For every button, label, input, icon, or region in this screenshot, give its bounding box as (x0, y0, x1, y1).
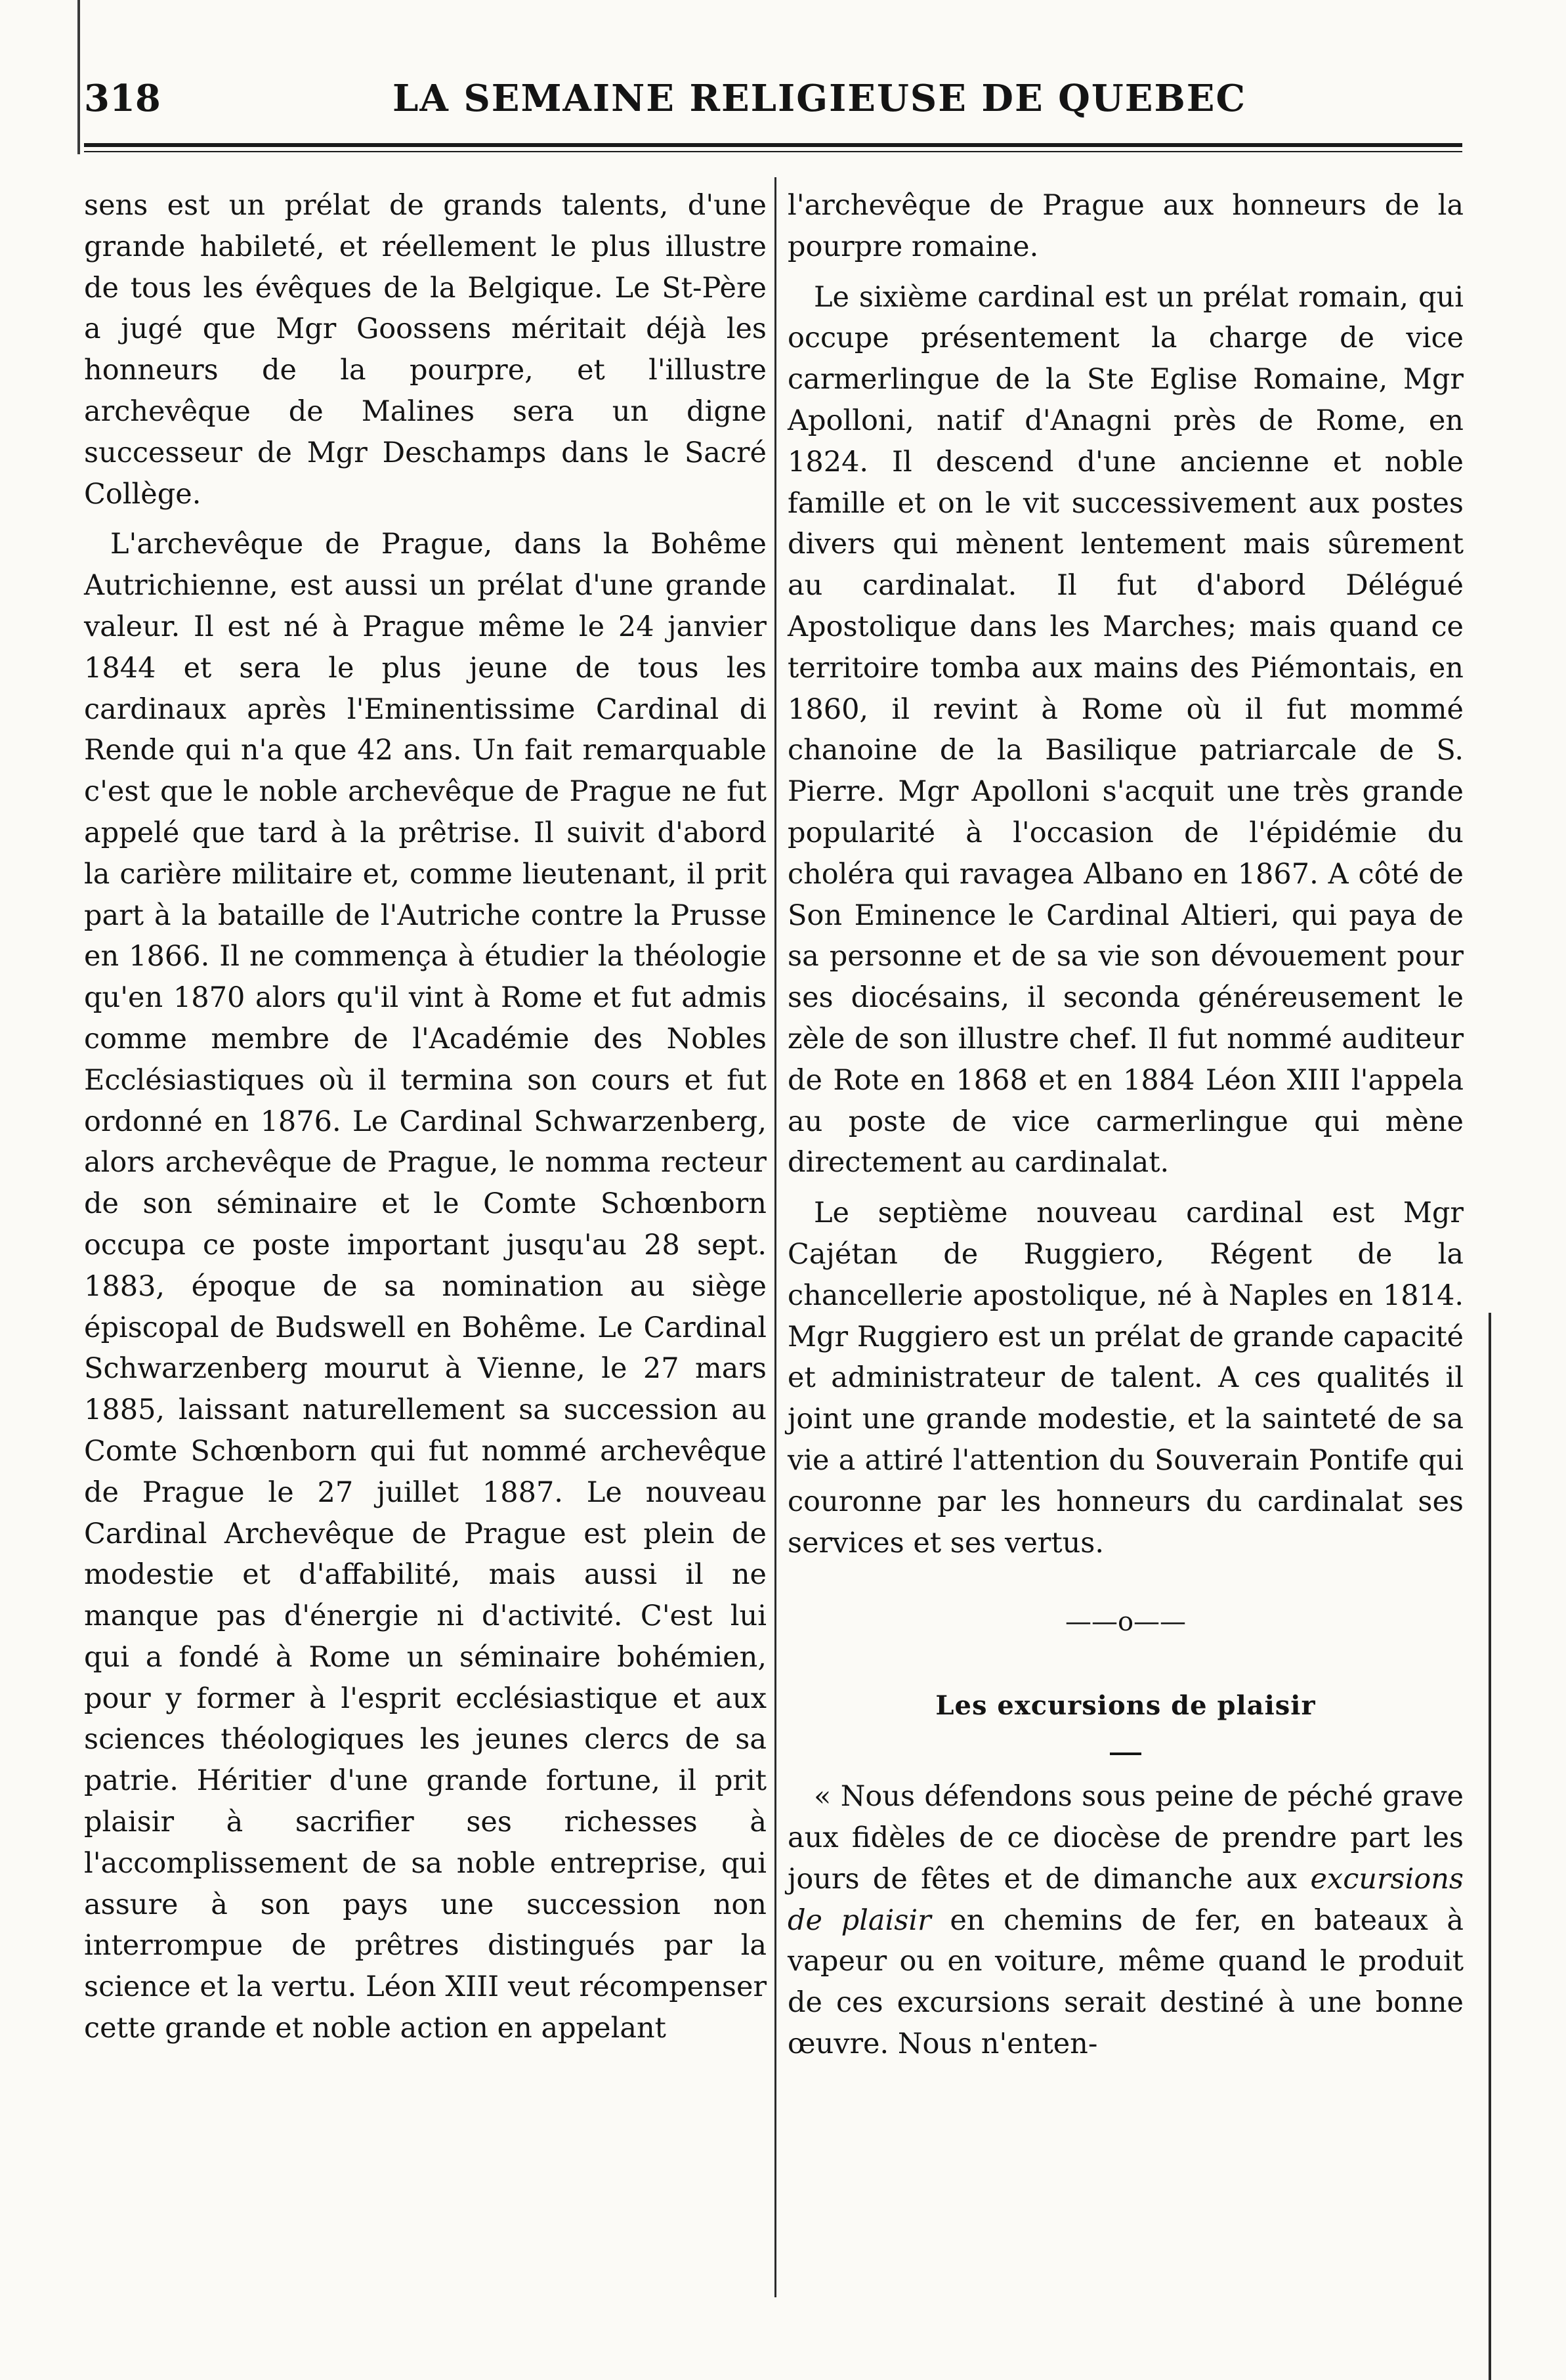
quote-paragraph (788, 1776, 1464, 2065)
title-underline-dash (1110, 1753, 1141, 1755)
title-dash-block (788, 1726, 1464, 1772)
right-paragraph-1: l'archevêque de Prague aux honneurs de la pourpre romaine. (788, 189, 1464, 263)
quote-text-end: en chemins de fer, en bateaux à vapeur ou en voiture, même quand le produit de ces excursions serait destiné à une bonne œuvre. Nous n'enten- (788, 1903, 1464, 2061)
section-divider: ——o—— (1065, 1607, 1187, 1638)
quote-text-start: « Nous défendons sous peine de péché grave aux fidèles de ce diocèse de prendre part les jours de fêtes et de dimanche aux (788, 1780, 1464, 1896)
left-paragraph-1: sens est un prélat de grands talents, d'une grande habileté, et réellement le plus illustre de tous les évêques de la Belgique. Le St-Père a jugé que Mgr Goossens méritait déjà les honneurs de la pourpre, et l'illustre archevêque de Malines sera un digne successeur de Mgr Deschamps dans le Sacré Collège. (84, 189, 767, 511)
right-paragraph-2: Le sixième cardinal est un prélat romain, qui occupe présentement la charge de vice carmerlingue de la Ste Eglise Romaine, Mgr Apolloni, natif d'Anagni près de Rome, en 1824. Il descend d'une ancienne et noble famille et on le vit successivement aux postes divers qui mènent lentement mais sûrement au cardinalat. Il fut d'abord Délégué Apostolique dans les Marches; mais quand ce territoire tomba aux mains des Piémontais, en 1860, il revint à Rome où il fut mommé chanoine de la Basilique patriarcale de S. Pierre. Mgr Apolloni s'acquit une très grande popularité à l'occasion de l'épidémie du choléra qui ravagea Albano en 1867. A côté de Son Eminence le Cardinal Altieri, qui paya de sa personne et de sa vie son dévouement pour ses diocésains, il seconda généreusement le zèle de son illustre chef. Il fut nommé auditeur de Rote en 1868 et en 1884 Léon XIII l'appela au poste de vice carmerlingue qui mène directement au cardinalat. (788, 280, 1464, 1179)
section-title: Les excursions de plaisir (935, 1690, 1316, 1722)
page-number: 318 (84, 77, 161, 120)
header-rule-thin (84, 151, 1462, 152)
left-paragraph-2: L'archevêque de Prague, dans la Bohême Autrichienne, est aussi un prélat d'une grande valeur. Il est né à Prague même le 24 janvier 1844 et sera le plus jeune de tous les cardinaux après l'Eminentissime Cardinal di Rende qui n'a que 42 ans. Un fait remarquable c'est que le noble archevêque de Prague ne fut appelé que tard à la prêtrise. Il suivit d'abord la carière militaire et, comme lieutenant, il prit part à la bataille de l'Autriche contre la Prusse en 1866. Il ne commença à étudier la théologie qu'en 1870 alors qu'il vint à Rome et fut admis comme membre de l'Académie des Nobles Ecclésiastiques où il termina son cours et fut ordonné en 1876. Le Cardinal Schwarzenberg, alors archevêque de Prague, le nomma recteur de son séminaire et le Comte Schœnborn occupa ce poste important jusqu'au 28 sept. 1883, époque de sa nomination au siège épiscopal de Budswell en Bohême. Le Cardinal Schwarzenberg mourut à Vienne, le 27 mars 1885, laissant naturellement sa succession au Comte Schœnborn qui fut nommé archevêque de Prague le 27 juillet 1887. Le nouveau Cardinal Archevêque de Prague est plein de modestie et d'affabilité, mais aussi il ne manque pas d'énergie ni d'activité. C'est lui qui a fondé à Rome un séminaire bohémien, pour y former à l'esprit ecclésiastique et aux sciences théologiques les jeunes clercs de sa patrie. Héritier d'une grande fortune, il prit plaisir à sacrifier ses richesses à l'accomplissement de sa noble entreprise, qui assure à son pays une succession non interrompue de prêtres distingués par la science et la vertu. Léon XIII veut récompenser cette grande et noble action en appelant (84, 528, 767, 2045)
left-column (84, 185, 767, 2049)
right-paragraph-3: Le septième nouveau cardinal est Mgr Cajétan de Ruggiero, Régent de la chancellerie apostolique, né à Naples en 1814. Mgr Ruggiero est un prélat de grande capacité et administrateur de talent. A ces qualités il joint une grande modestie, et la sainteté de sa vie a attiré l'attention du Souverain Pontife qui couronne par les honneurs du cardinalat ses services et ses vertus. (788, 1197, 1464, 1560)
right-column (788, 185, 1464, 2065)
right-margin-rule (1489, 1313, 1491, 2380)
quote-emphasis: excursions de plaisir (788, 1862, 1464, 1937)
running-title: LA SEMAINE RELIGIEUSE DE QUEBEC (392, 77, 1247, 120)
left-margin-rule (77, 0, 80, 154)
page-header (84, 72, 1462, 131)
header-rule-thick (84, 143, 1462, 147)
column-divider-rule (774, 177, 776, 2297)
